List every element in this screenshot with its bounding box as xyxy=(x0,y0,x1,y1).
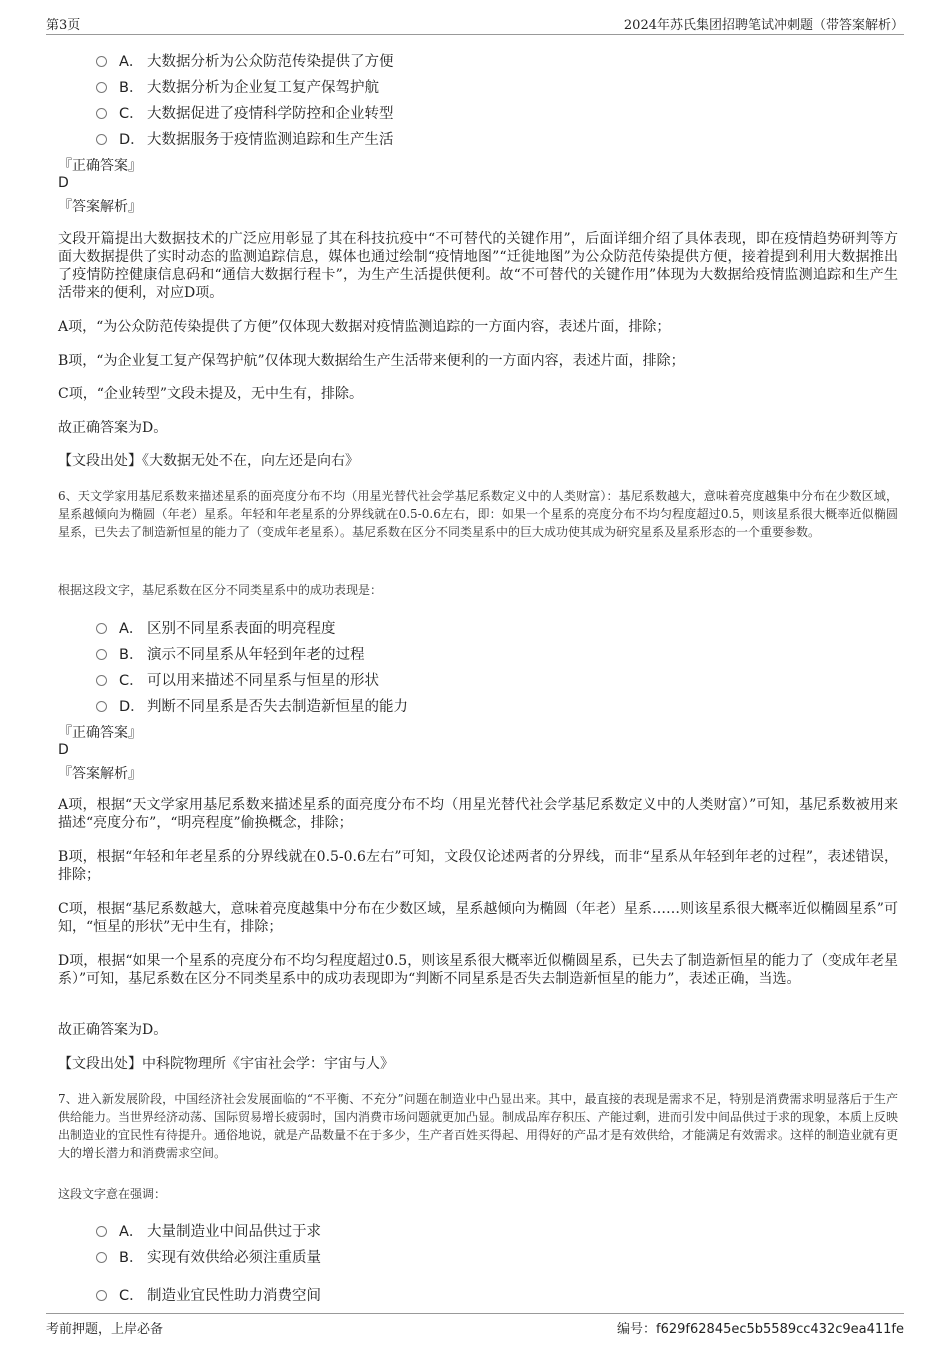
document-id: 编号：f629f62845ec5b5589cc432c9ea411fe xyxy=(617,1322,904,1337)
document-title: 2024年苏氏集团招聘笔试冲刺题（带答案解析） xyxy=(623,18,904,33)
q5-analysis-body: 文段开篇提出大数据技术的广泛应用彰显了其在科技抗疫中“不可替代的关键作用”，后面详细介绍了具体表现，即在疫情趋势研判等方面大数据提供了实时动态的监测追踪信息，媒体也通过绘制“疫情地图”“迁徙地图”为公众防范传染提供方便，接着提到利用大数据推出了疫情防控健康信息码和“通信大数据行程卡”，为生产生活提供便利。故“不可替代的关键作用”体现为大数据给疫情监测追踪和生产生活带来的便利，对应D项。 xyxy=(58,231,898,301)
q5-source: 【文段出处】《大数据无处不在，向左还是向右》 xyxy=(58,453,359,469)
q5-option-a[interactable]: A． 大数据分析为公众防范传染提供了方便 xyxy=(96,50,394,71)
radio-icon[interactable] xyxy=(96,675,107,686)
q6-option-b[interactable]: B． 演示不同星系从年轻到年老的过程 xyxy=(96,643,365,664)
q5-answer-label: 『正确答案』 xyxy=(58,158,142,174)
radio-icon[interactable] xyxy=(96,134,107,145)
q6-option-c[interactable]: C． 可以用来描述不同星系与恒星的形状 xyxy=(96,669,379,690)
q6-conclusion: 故正确答案为D。 xyxy=(58,1022,168,1038)
radio-icon[interactable] xyxy=(96,108,107,119)
q6-answer: D xyxy=(58,742,69,758)
radio-icon[interactable] xyxy=(96,701,107,712)
q6-source: 【文段出处】中科院物理所《宇宙社会学：宇宙与人》 xyxy=(58,1056,394,1072)
q5-analysis-b: B项，“为企业复工复产保驾护航”仅体现大数据给生产生活带来便利的一方面内容，表述片面，排除； xyxy=(58,353,685,369)
q6-stem: 6、天文学家用基尼系数来描述星系的面亮度分布不均（用星光替代社会学基尼系数定义中的人类财富）：基尼系数越大，意味着亮度越集中分布在少数区域，星系越倾向为椭圆（年老）星系。年轻和年老星系的分界线就在0.5-0.6左右，即：如果一个星系的亮度分布不均匀程度超过0.5，则该星系很大概率近似椭圆星系，已失去了制造新恒星的能力了（变成年老星系）。基尼系数在区分不同类星系中的巨大成功使其成为研究星系及星系形态的一个重要参数。 xyxy=(58,489,898,539)
radio-icon[interactable] xyxy=(96,623,107,634)
q7-option-a[interactable]: A． 大量制造业中间品供过于求 xyxy=(96,1220,321,1241)
q5-analysis-a: A项，“为公众防范传染提供了方便”仅体现大数据对疫情监测追踪的一方面内容，表述片面，排除； xyxy=(58,319,671,335)
q7-stem: 7、进入新发展阶段，中国经济社会发展面临的“不平衡、不充分”问题在制造业中凸显出来。其中，最直接的表现是需求不足，特别是消费需求明显落后于生产供给能力。当世界经济动荡、国际贸易增长疲弱时，国内消费市场问题就更加凸显。制成品库存积压、产能过剩，进而引发中间品供过于求的现象，本质上反映出制造业的宜民性有待提升。通俗地说，就是产品数量不在于多少，生产者百姓买得起、用得好的产品才是有效供给，才能满足有效需求。这样的制造业就有更大的增长潜力和消费需求空间。 xyxy=(58,1092,899,1160)
q5-option-d[interactable]: D． 大数据服务于疫情监测追踪和生产生活 xyxy=(96,128,394,149)
radio-icon[interactable] xyxy=(96,649,107,660)
radio-icon[interactable] xyxy=(96,82,107,93)
page-footer xyxy=(46,1313,904,1338)
q6-option-a[interactable]: A． 区别不同星系表面的明亮程度 xyxy=(96,617,336,638)
page-header xyxy=(46,10,904,35)
radio-icon[interactable] xyxy=(96,1290,107,1301)
q5-option-b[interactable]: B． 大数据分析为企业复工复产保驾护航 xyxy=(96,76,379,97)
q5-answer: D xyxy=(58,175,69,191)
q6-option-d[interactable]: D． 判断不同星系是否失去制造新恒星的能力 xyxy=(96,695,408,716)
q7-question: 这段文字意在强调： xyxy=(58,1187,167,1201)
page-number: 第3页 xyxy=(46,18,81,33)
q6-analysis-a: A项，根据“天文学家用基尼系数来描述星系的面亮度分布不均（用星光替代社会学基尼系数定义中的人类财富）”可知，基尼系数被用来描述“亮度分布”，“明亮程度”偷换概念，排除； xyxy=(58,797,898,831)
q7-option-c[interactable]: C． 制造业宜民性助力消费空间 xyxy=(96,1284,321,1305)
q5-conclusion: 故正确答案为D。 xyxy=(58,420,168,436)
radio-icon[interactable] xyxy=(96,1252,107,1263)
q6-analysis-d: D项，根据“如果一个星系的亮度分布不均匀程度超过0.5，则该星系很大概率近似椭圆星系，已失去了制造新恒星的能力了（变成年老星系）”可知，基尼系数在区分不同类星系中的成功表现即为“判断不同星系是否失去制造新恒星的能力”，表述正确，当选。 xyxy=(58,953,898,987)
q6-answer-label: 『正确答案』 xyxy=(58,725,142,741)
q5-option-c[interactable]: C． 大数据促进了疫情科学防控和企业转型 xyxy=(96,102,394,123)
q5-analysis-c: C项，“企业转型”文段未提及，无中生有，排除。 xyxy=(58,386,364,402)
q7-option-b[interactable]: B． 实现有效供给必须注重质量 xyxy=(96,1246,321,1267)
footer-slogan: 考前押题，上岸必备 xyxy=(46,1322,164,1337)
q5-analysis-label: 『答案解析』 xyxy=(58,199,142,215)
q6-question: 根据这段文字，基尼系数在区分不同类星系中的成功表现是： xyxy=(58,583,383,597)
radio-icon[interactable] xyxy=(96,56,107,67)
q6-analysis-label: 『答案解析』 xyxy=(58,766,142,782)
radio-icon[interactable] xyxy=(96,1226,107,1237)
q6-analysis-c: C项，根据“基尼系数越大，意味着亮度越集中分布在少数区域，星系越倾向为椭圆（年老）星系……则该星系很大概率近似椭圆星系”可知，“恒星的形状”无中生有，排除； xyxy=(58,901,898,935)
q6-analysis-b: B项，根据“年轻和年老星系的分界线就在0.5-0.6左右”可知，文段仅论述两者的分界线，而非“星系从年轻到年老的过程”，表述错误，排除； xyxy=(58,849,898,883)
